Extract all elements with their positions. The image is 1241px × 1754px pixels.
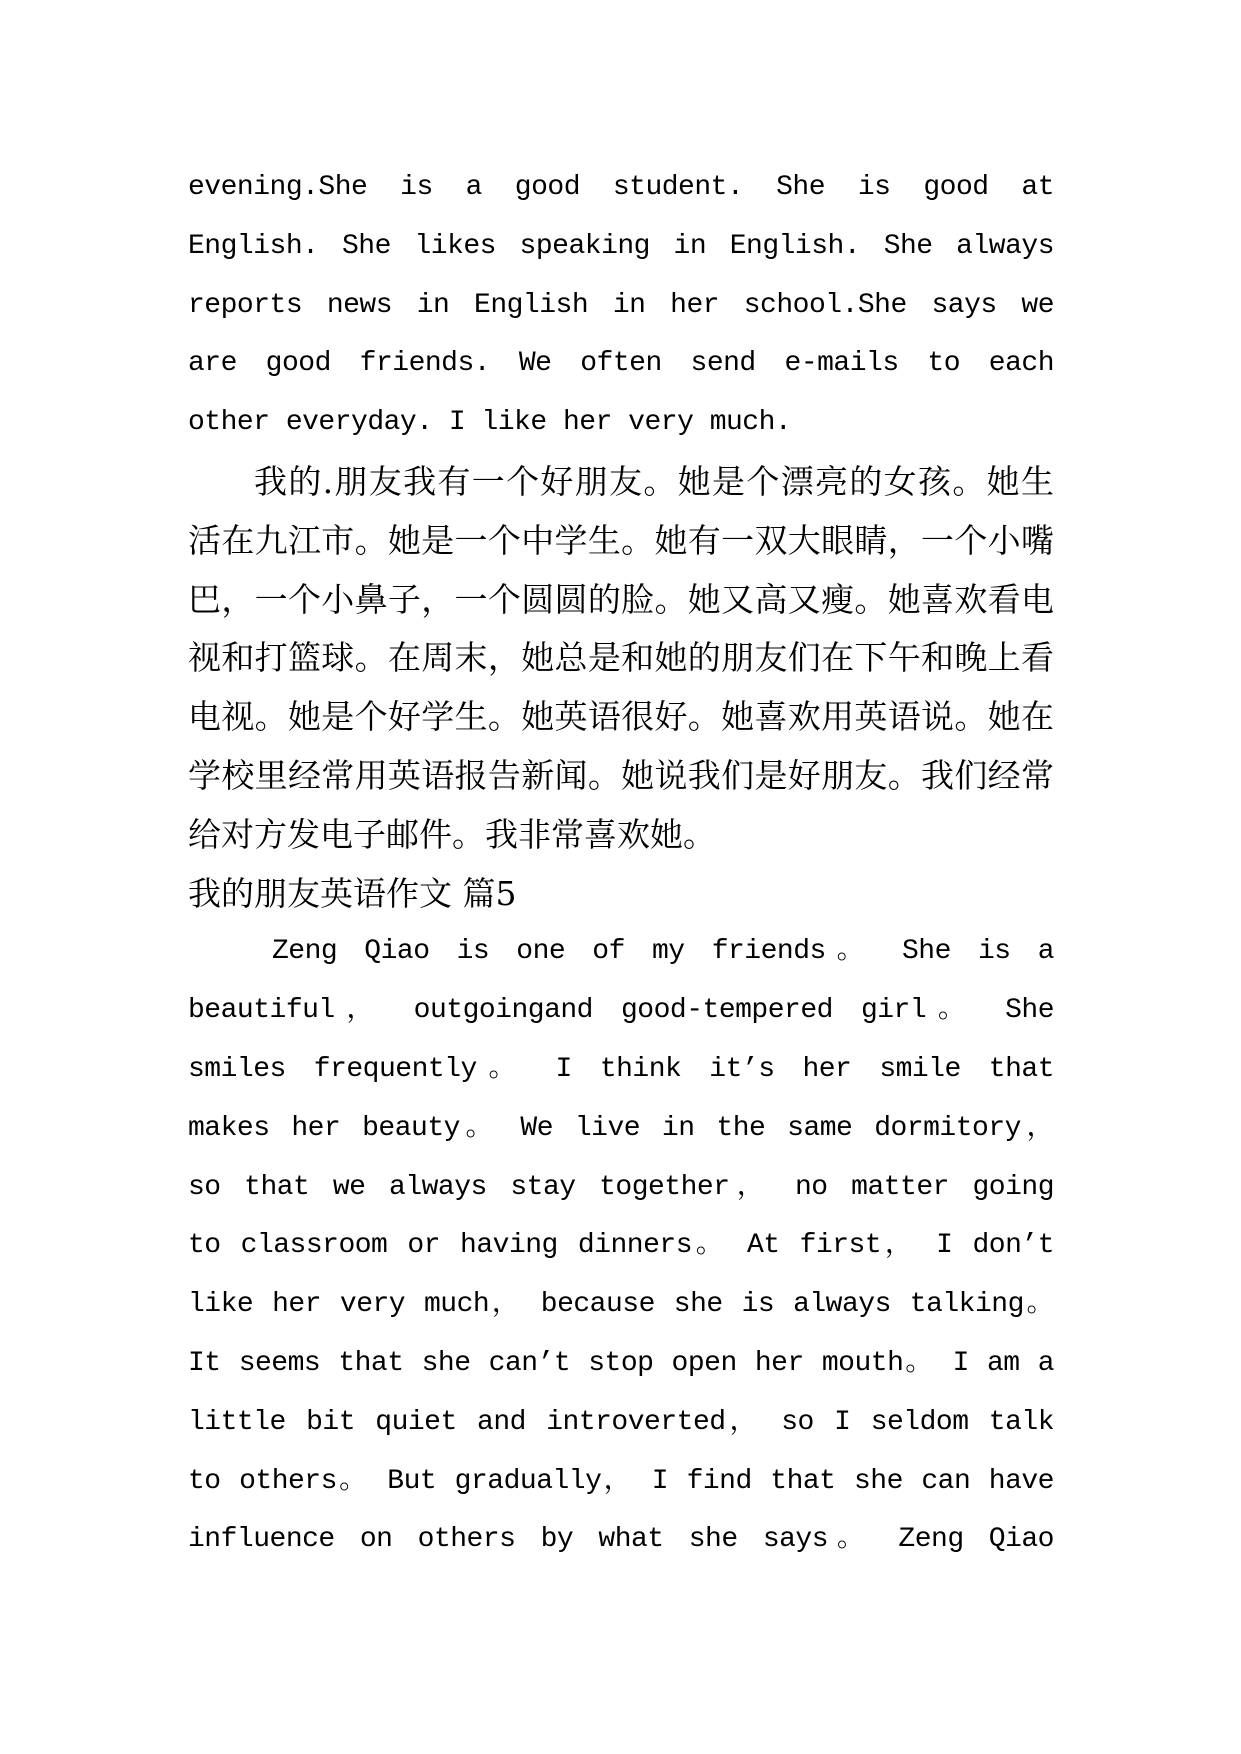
- paragraph: [188, 923, 1054, 1570]
- section-heading: 我的朋友英语作文 篇5: [188, 873, 517, 913]
- body-text: [188, 159, 1054, 1570]
- text-line: beautiful， outgoingand good-tempered girl。 She: [188, 995, 1054, 1027]
- text-line: 学校里经常用英语报告新闻。她说我们是好朋友。我们经常: [188, 755, 1054, 795]
- paragraph: [188, 159, 1054, 453]
- text-line: It seems that she can’t stop open her mouth。 I am a: [188, 1347, 1054, 1379]
- text-line: to classroom or having dinners。 At first， I don’t: [188, 1230, 1054, 1262]
- text-line: 我的.朋友我有一个好朋友。她是个漂亮的女孩。她生: [254, 461, 1054, 501]
- text-line: smiles frequently。 I think it’s her smile that: [188, 1053, 1054, 1085]
- text-line: like her very much， because she is always talking。: [188, 1289, 1054, 1321]
- text-line: little bit quiet and introverted， so I seldom talk: [188, 1406, 1054, 1438]
- text-line: makes her beauty。 We live in the same dormitory，: [188, 1112, 1054, 1144]
- paragraph: [188, 453, 1054, 865]
- text-line: other everyday. I like her very much.: [188, 407, 792, 439]
- text-line: 视和打篮球。在周末，她总是和她的朋友们在下午和晚上看: [188, 638, 1054, 678]
- text-line: 活在九江市。她是一个中学生。她有一双大眼睛，一个小嘴: [188, 520, 1054, 560]
- text-line: so that we always stay together， no matter going: [188, 1171, 1054, 1203]
- text-line: to others。 But gradually， I find that she can have: [188, 1465, 1054, 1497]
- text-line: are good friends. We often send e-mails to each: [188, 348, 1054, 380]
- text-line: influence on others by what she says。 Zeng Qiao: [188, 1524, 1054, 1556]
- text-line: reports news in English in her school.She says we: [188, 289, 1054, 321]
- text-line: evening.She is a good student. She is good at: [188, 172, 1054, 203]
- text-line: English. She likes speaking in English. She always: [188, 230, 1054, 262]
- text-line: 电视。她是个好学生。她英语很好。她喜欢用英语说。她在: [188, 697, 1054, 737]
- text-line: 巴，一个小鼻子，一个圆圆的脸。她又高又瘦。她喜欢看电: [188, 579, 1054, 619]
- text-line: Zeng Qiao is one of my friends。 She is a: [272, 936, 1054, 968]
- text-line: 给对方发电子邮件。我非常喜欢她。: [188, 814, 716, 854]
